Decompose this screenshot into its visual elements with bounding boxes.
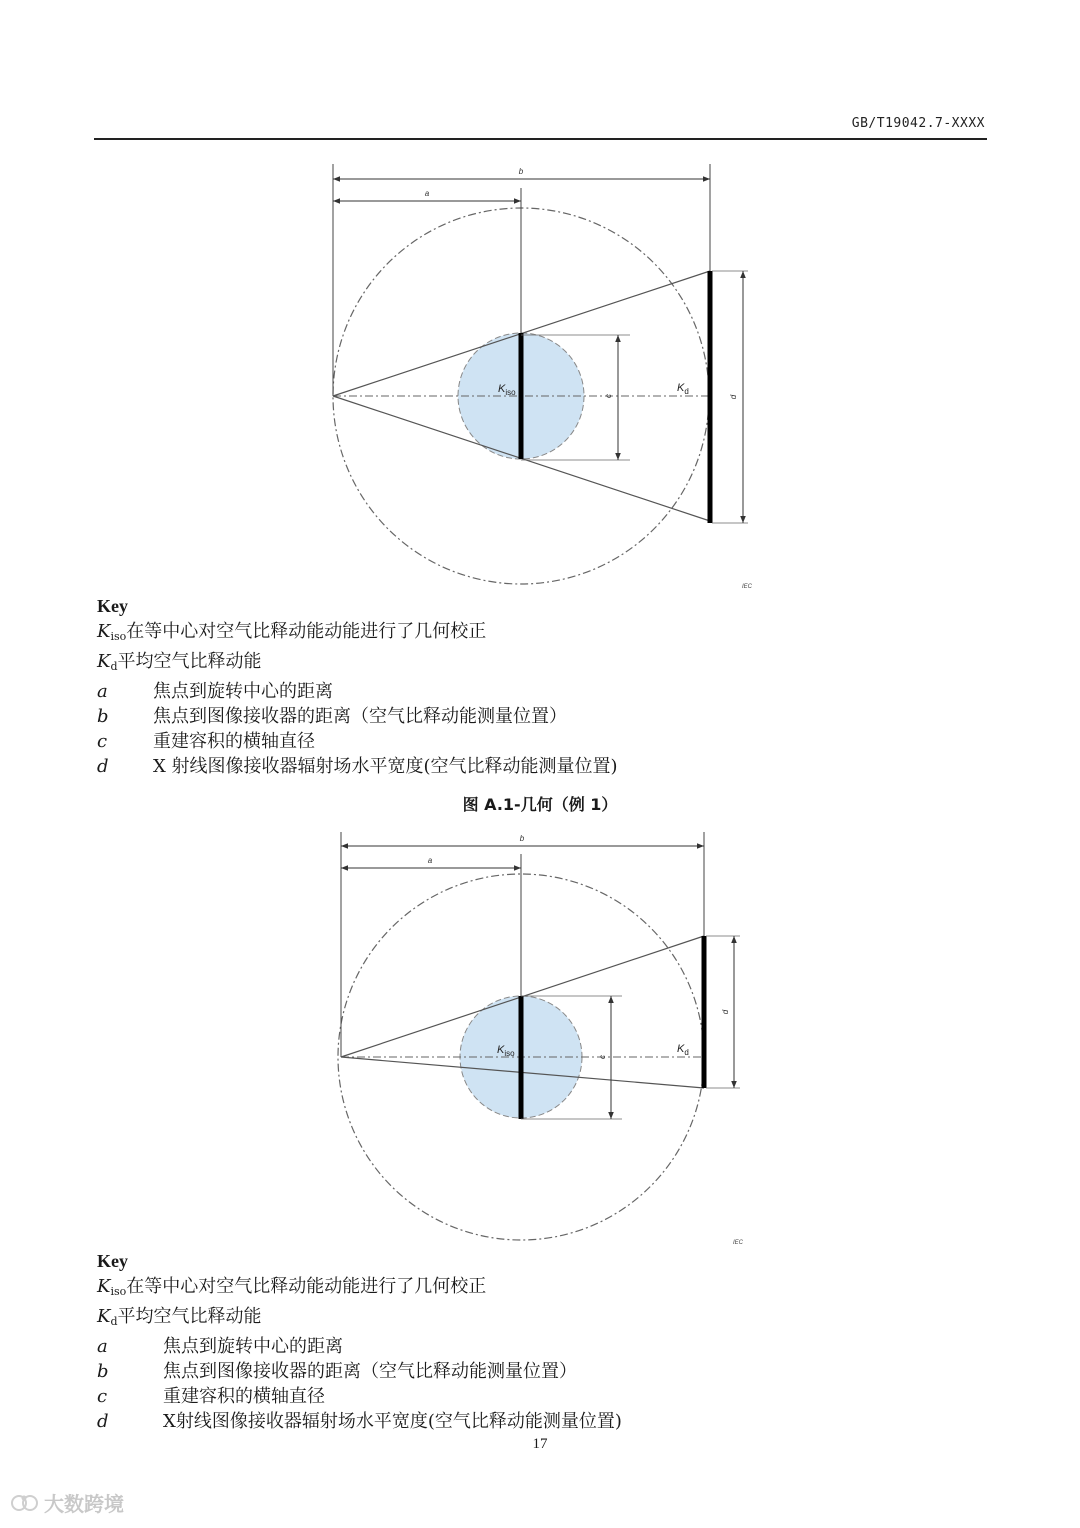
key-def-b: b 焦点到图像接收器的距离（空气比释动能测量位置） — [97, 1361, 577, 1382]
key-def-c: c 重建容积的横轴直径 — [97, 731, 315, 752]
document-code: GB/T19042.7-XXXX — [851, 116, 985, 131]
k-d-label: $K_d$ — [677, 1043, 689, 1057]
watermark-text: 大数跨境 — [44, 1492, 124, 1516]
watermark — [10, 1488, 124, 1517]
key-section-1 — [97, 594, 618, 779]
geometry-figure-1 — [320, 160, 770, 600]
key-def-d: d X射线图像接收器辐射场水平宽度(空气比释动能测量位置) — [97, 1411, 622, 1432]
dimension-b-label: b — [519, 834, 525, 843]
dimension-d-label: d — [721, 1009, 730, 1015]
key-section-2 — [97, 1249, 622, 1434]
dimension-d-label: d — [729, 394, 738, 400]
k-iso-label: $K_{iso}$ — [498, 383, 516, 397]
dimension-a-label: a — [424, 189, 430, 198]
iec-mark: IEC — [742, 584, 753, 590]
dimension-a-label: a — [427, 856, 433, 865]
key-def-a: a 焦点到旋转中心的距离 — [97, 681, 333, 702]
key-def-b: b 焦点到图像接收器的距离（空气比释动能测量位置） — [97, 706, 567, 727]
key-title: Key — [97, 596, 128, 616]
figure-caption: 图 A.1-几何（例 1） — [462, 795, 618, 814]
dimension-c-label: c — [604, 394, 613, 398]
key-title: Key — [97, 1251, 128, 1271]
key-k-iso: $K_{iso}$在等中心对空气比释动能动能进行了几何校正 — [97, 621, 487, 643]
key-def-a: a 焦点到旋转中心的距离 — [97, 1336, 343, 1357]
watermark-logo-icon — [10, 1492, 40, 1514]
key-k-iso: $K_{iso}$在等中心对空气比释动能动能进行了几何校正 — [97, 1276, 487, 1298]
key-k-d: $K_d$平均空气比释动能 — [97, 651, 262, 673]
dimension-b-label: b — [518, 167, 524, 176]
key-k-d: $K_d$平均空气比释动能 — [97, 1306, 262, 1328]
iec-mark: IEC — [733, 1240, 744, 1246]
key-def-d: d X 射线图像接收器辐射场水平宽度(空气比释动能测量位置) — [97, 756, 618, 777]
geometry-figure-2 — [320, 826, 770, 1251]
k-iso-label: $K_{iso}$ — [497, 1044, 515, 1058]
page-number: 17 — [532, 1436, 548, 1452]
header-rule — [94, 138, 987, 140]
key-def-c: c 重建容积的横轴直径 — [97, 1386, 325, 1407]
k-d-label: $K_d$ — [677, 382, 689, 396]
dimension-c-label: c — [598, 1055, 607, 1059]
